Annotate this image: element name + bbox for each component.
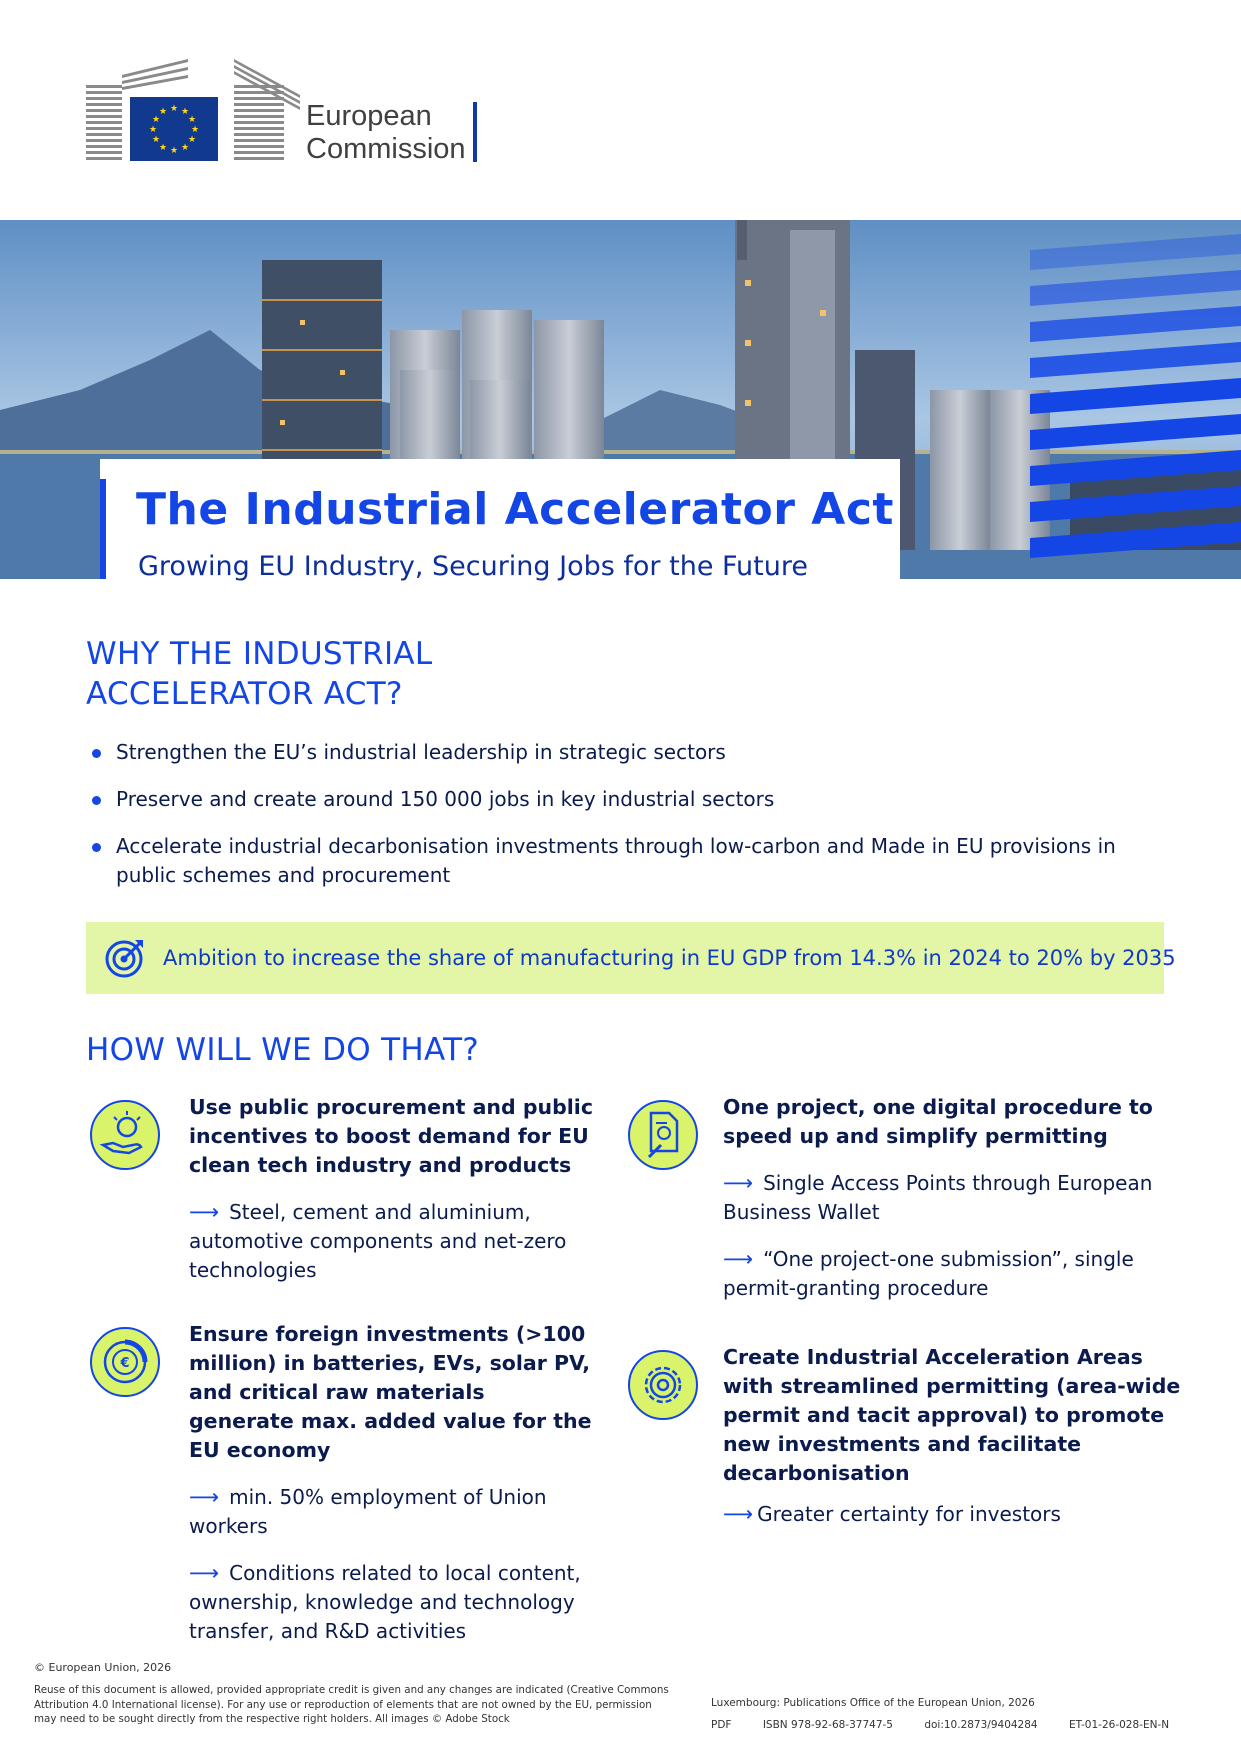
item-heading: Ensure foreign investments (>100 million) in batteries, EVs, solar PV, and critical raw materials generate max. added value for the EU economy <box>189 1322 592 1462</box>
euro-chart-icon <box>89 1326 161 1398</box>
hand-lightbulb-icon <box>89 1099 161 1171</box>
svg-text:★: ★ <box>169 146 179 156</box>
why-title-line-1: WHY THE INDUSTRIAL <box>86 636 433 672</box>
svg-text:€: € <box>120 1356 130 1371</box>
item-sub-point <box>189 1483 594 1541</box>
svg-text:★: ★ <box>151 115 161 125</box>
svg-text:★: ★ <box>169 104 179 114</box>
footer-reuse-notice: Reuse of this document is allowed, provided appropriate credit is given and any changes are indicated (Creative Commons Attribution 4.0 International license). For any use or reproduction of elements that are not owned by the EU, permission may need to be sought directly from the respective right holders. All images © Adobe Stock <box>34 1684 669 1725</box>
item-heading: One project, one digital procedure to speed up and simplify permitting <box>723 1095 1153 1148</box>
title-accent-bar <box>100 479 106 579</box>
sub-point-text: Single Access Points through European Business Wallet <box>723 1171 1153 1224</box>
how-section-title: HOW WILL WE DO THAT? <box>86 1032 480 1068</box>
arrow-right-icon: ⟶ <box>723 1247 754 1271</box>
svg-text:★: ★ <box>158 107 168 117</box>
footer-catalogue: ET-01-26-028-EN-N <box>1068 1719 1170 1731</box>
footer-isbn: ISBN 978-92-68-37747-5 <box>762 1719 893 1731</box>
org-line-2: Commission <box>306 133 466 165</box>
bullet-icon <box>92 843 101 852</box>
arrow-right-icon: ⟶ <box>189 1561 220 1585</box>
item-heading: Create Industrial Acceleration Areas with streamlined permitting (area-wide permit and tacit approval) to promote new investments and facilitate decarbonisation <box>723 1345 1181 1485</box>
sub-point-text: min. 50% employment of Union workers <box>189 1485 547 1538</box>
why-title-line-2: ACCELERATOR ACT? <box>86 676 403 712</box>
item-sub-point <box>723 1169 1193 1227</box>
list-item <box>90 832 1116 890</box>
arrow-right-icon: ⟶ <box>723 1171 754 1195</box>
svg-text:★: ★ <box>187 135 197 145</box>
gear-icon <box>627 1349 699 1421</box>
item-sub-point <box>189 1198 594 1285</box>
svg-text:★: ★ <box>151 135 161 145</box>
svg-text:★: ★ <box>187 115 197 125</box>
item-3 <box>189 1320 594 1646</box>
bullet-text: Preserve and create around 150 000 jobs in key industrial sectors <box>116 787 775 811</box>
item-2 <box>723 1093 1193 1303</box>
organisation-name <box>306 100 466 166</box>
svg-text:★: ★ <box>148 125 158 135</box>
bullet-text: Strengthen the EU’s industrial leadership in strategic sectors <box>116 740 726 764</box>
footer-publisher: Luxembourg: Publications Office of the European Union, 2026 <box>711 1697 1035 1709</box>
footer-identifiers <box>711 1719 1197 1731</box>
target-icon <box>104 937 146 979</box>
logo-divider <box>473 102 477 162</box>
svg-text:★: ★ <box>158 143 168 153</box>
item-1 <box>189 1093 594 1285</box>
footer-copyright: © European Union, 2026 <box>34 1661 172 1674</box>
arrow-right-icon: ⟶ <box>189 1485 220 1509</box>
why-bullet-list <box>90 738 1140 908</box>
sub-point-text: “One project-one submission”, single permit-granting procedure <box>723 1247 1134 1300</box>
document-gavel-icon <box>627 1099 699 1171</box>
svg-text:★: ★ <box>190 125 200 135</box>
arrow-right-icon: ⟶ <box>189 1200 220 1224</box>
arrow-right-icon: ⟶ <box>723 1502 754 1526</box>
bullet-icon <box>92 796 101 805</box>
item-heading: Use public procurement and public incentives to boost demand for EU clean tech industry and products <box>189 1095 593 1177</box>
item-sub-point <box>189 1559 594 1646</box>
bullet-icon <box>92 749 101 758</box>
sub-point-text: Greater certainty for investors <box>757 1502 1061 1526</box>
item-4 <box>723 1343 1193 1529</box>
list-item <box>90 738 1140 767</box>
list-item <box>90 785 1140 814</box>
footer-format: PDF <box>711 1719 732 1731</box>
page-title: The Industrial Accelerator Act <box>136 484 894 535</box>
item-sub-point <box>723 1500 1193 1529</box>
item-sub-point <box>723 1245 1193 1303</box>
sub-point-text: Conditions related to local content, ownership, knowledge and technology transfer, and R&D activities <box>189 1561 581 1643</box>
ambition-text: Ambition to increase the share of manufacturing in EU GDP from 14.3% in 2024 to 20% by 2035 <box>163 946 1176 970</box>
org-line-1: European <box>306 100 432 132</box>
svg-text:★: ★ <box>180 107 190 117</box>
bullet-text: Accelerate industrial decarbonisation investments through low-carbon and Made in EU provisions in public schemes and procurement <box>116 834 1116 887</box>
sub-point-text: Steel, cement and aluminium, automotive components and net-zero technologies <box>189 1200 567 1282</box>
why-section-title <box>86 634 586 714</box>
page-subtitle: Growing EU Industry, Securing Jobs for the Future <box>138 551 808 582</box>
svg-text:★: ★ <box>180 143 190 153</box>
footer-doi: doi:10.2873/9404284 <box>924 1719 1038 1731</box>
